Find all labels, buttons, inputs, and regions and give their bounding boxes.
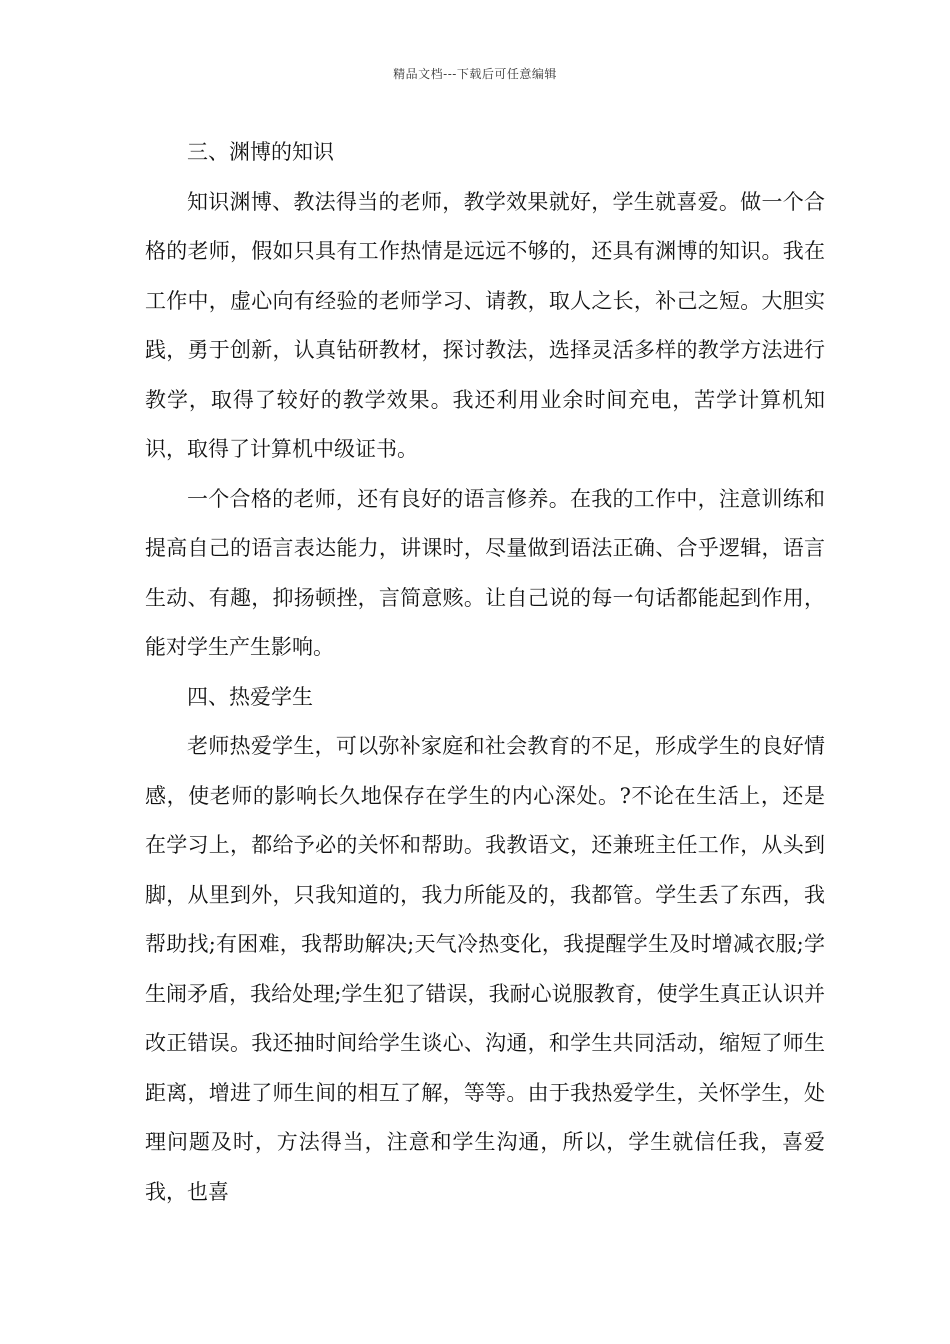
paragraph-knowledge: 知识渊博、教法得当的老师，教学效果就好，学生就喜爱。做一个合格的老师，假如只具有工作热情是远远不够的，还具有渊博的知识。我在工作中，虚心向有经验的老师学习、请教，取人之长，补己之短。大胆实践，勇于创新，认真钻研教材，探讨教法，选择灵活多样的教学方法进行教学，取得了较好的教学效果。我还利用业余时间充电，苦学计算机知识，取得了计算机中级证书。 — [145, 189, 825, 461]
document-body — [145, 128, 825, 1217]
page-header: 精品文档---下载后可任意编辑 — [393, 67, 557, 81]
paragraph-love-students: 老师热爱学生，可以弥补家庭和社会教育的不足，形成学生的良好情感，使老师的影响长久地保存在学生的内心深处。?不论在生活上，还是在学习上，都给予必的关怀和帮助。我教语文，还兼班主任工作，从头到脚，从里到外，只我知道的，我力所能及的，我都管。学生丢了东西，我帮助找;有困难，我帮助解决;天气冷热变化，我提醒学生及时增减衣服;学生闹矛盾，我给处理;学生犯了错误，我耐心说服教育，使学生真正认识并改正错误。我还抽时间给学生谈心、沟通，和学生共同活动，缩短了师生距离，增进了师生间的相互了解，等等。由于我热爱学生，关怀学生，处理问题及时，方法得当，注意和学生沟通，所以，学生就信任我，喜爱我，也喜 — [145, 734, 825, 1204]
section-heading-love-students: 四、热爱学生 — [187, 684, 313, 709]
section-heading-knowledge: 三、渊博的知识 — [187, 140, 334, 164]
paragraph-language: 一个合格的老师，还有良好的语言修养。在我的工作中，注意训练和提高自己的语言表达能力，讲课时，尽量做到语法正确、合乎逻辑，语言生动、有趣，抑扬顿挫，言简意赅。让自己说的每一句话都能起到作用，能对学生产生影响。 — [145, 486, 825, 659]
